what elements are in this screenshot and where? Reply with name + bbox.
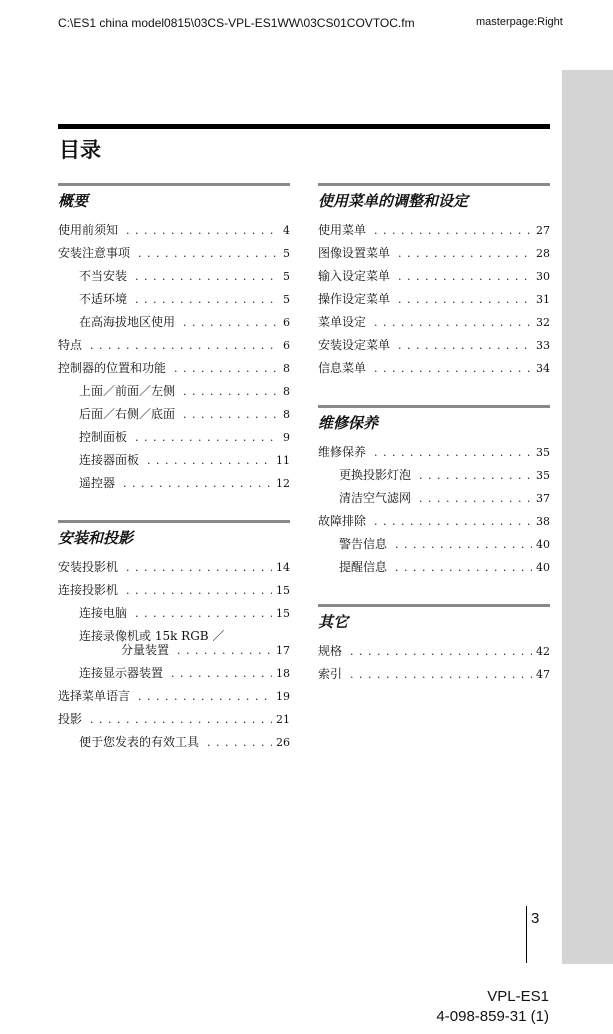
toc-entry-label: 使用菜单 xyxy=(318,223,367,237)
toc-entry-label: 连接录像机或 15k RGB ／ xyxy=(79,629,225,643)
toc-entry-page: 30 xyxy=(536,270,550,283)
dot-leader xyxy=(138,243,279,265)
toc-entry-label: 在高海拔地区使用 xyxy=(79,315,176,329)
toc-entry-label: 操作设定菜单 xyxy=(318,292,391,306)
toc-entry[interactable] xyxy=(58,556,290,579)
toc-entry-page: 42 xyxy=(536,645,550,658)
toc-entry[interactable] xyxy=(58,602,290,625)
dot-leader xyxy=(395,534,532,556)
toc-entry[interactable] xyxy=(318,441,550,464)
dot-leader xyxy=(350,664,532,686)
toc-section xyxy=(318,405,550,579)
dot-leader xyxy=(374,511,532,533)
toc-entry[interactable] xyxy=(58,708,290,731)
toc-entry-label: 规格 xyxy=(318,644,343,658)
page-number: 3 xyxy=(531,910,540,927)
section-title: 安装和投影 xyxy=(58,529,134,547)
dot-leader xyxy=(419,465,532,487)
toc-entry-page: 15 xyxy=(276,584,290,597)
toc-entry[interactable] xyxy=(318,556,550,579)
toc-entry-label: 投影 xyxy=(58,712,83,726)
toc-entry-page: 26 xyxy=(276,736,290,749)
toc-entry-page: 8 xyxy=(283,408,290,421)
toc-entry[interactable] xyxy=(318,311,550,334)
toc-entry[interactable] xyxy=(318,510,550,533)
toc-column-left xyxy=(58,183,290,779)
section-title: 使用菜单的调整和设定 xyxy=(318,192,469,210)
toc-entry-label: 后面／右侧／底面 xyxy=(79,407,176,421)
toc-entry-page: 21 xyxy=(276,713,290,726)
dot-leader xyxy=(374,442,532,464)
dot-leader xyxy=(419,488,532,510)
toc-entry-page: 38 xyxy=(536,515,550,528)
toc-entry[interactable] xyxy=(318,663,550,686)
toc-entry-label: 输入设定菜单 xyxy=(318,269,391,283)
toc-entry[interactable] xyxy=(318,265,550,288)
dot-leader xyxy=(135,427,279,449)
toc-entry-page: 19 xyxy=(276,690,290,703)
toc-entry-label: 维修保养 xyxy=(318,445,367,459)
toc-entry-label: 更换投影灯泡 xyxy=(339,468,412,482)
toc-entry[interactable] xyxy=(58,662,290,685)
toc-entry-page: 32 xyxy=(536,316,550,329)
masterpage-label: masterpage:Right xyxy=(476,16,563,28)
toc-entry-label: 安装投影机 xyxy=(58,560,119,574)
toc-entry-page: 27 xyxy=(536,224,550,237)
toc-entry[interactable] xyxy=(318,357,550,380)
page-number-rule xyxy=(526,906,527,963)
toc-entry-label: 图像设置菜单 xyxy=(318,246,391,260)
dot-leader xyxy=(398,289,532,311)
title-rule xyxy=(58,124,550,129)
toc-entry-label: 连接器面板 xyxy=(79,453,140,467)
toc-entry-label: 信息菜单 xyxy=(318,361,367,375)
footer-part-code: 4-098-859-31 (1) xyxy=(436,1008,549,1025)
section-title: 维修保养 xyxy=(318,414,379,432)
toc-entry-page: 6 xyxy=(283,316,290,329)
toc-entry-label: 安装注意事项 xyxy=(58,246,131,260)
dot-leader xyxy=(398,266,532,288)
section-title: 其它 xyxy=(318,613,349,631)
side-tab xyxy=(562,70,613,964)
toc-entry-label-continued: 分量装置 xyxy=(121,643,170,657)
toc-entry-label: 连接投影机 xyxy=(58,583,119,597)
toc-entry-label: 特点 xyxy=(58,338,83,352)
dot-leader xyxy=(374,220,532,242)
toc-entry-page: 17 xyxy=(276,644,290,657)
toc-entry[interactable] xyxy=(58,472,290,495)
toc-entry-label: 连接显示器装置 xyxy=(79,666,164,680)
toc-entry-label: 遥控器 xyxy=(79,476,116,490)
dot-leader xyxy=(135,603,272,625)
file-path-header: C:\ES1 china model0815\03CS-VPL-ES1WW\03CS01COVTOC.fm xyxy=(58,16,415,30)
toc-entry-page: 40 xyxy=(536,538,550,551)
toc-entry-page: 37 xyxy=(536,492,550,505)
toc-entry[interactable] xyxy=(318,487,550,510)
dot-leader xyxy=(90,335,279,357)
toc-entry[interactable] xyxy=(318,464,550,487)
dot-leader xyxy=(395,557,532,579)
toc-entry[interactable] xyxy=(58,265,290,288)
dot-leader xyxy=(147,450,272,472)
toc-entry-page: 5 xyxy=(283,270,290,283)
toc-entry-label: 提醒信息 xyxy=(339,560,388,574)
dot-leader xyxy=(135,266,279,288)
toc-entry[interactable] xyxy=(58,685,290,708)
toc-entry-page: 5 xyxy=(283,247,290,260)
dot-leader xyxy=(123,473,272,495)
toc-entry-label: 控制面板 xyxy=(79,430,128,444)
toc-entry[interactable] xyxy=(58,288,290,311)
dot-leader xyxy=(183,404,279,426)
dot-leader xyxy=(135,289,279,311)
toc-entry-page: 11 xyxy=(276,454,290,467)
dot-leader xyxy=(207,732,272,754)
toc-entry-label: 安装设定菜单 xyxy=(318,338,391,352)
dot-leader xyxy=(398,335,532,357)
toc-entry-page: 18 xyxy=(276,667,290,680)
dot-leader xyxy=(183,381,279,403)
toc-section xyxy=(58,183,290,495)
toc-entry-label: 警告信息 xyxy=(339,537,388,551)
dot-leader xyxy=(177,644,272,658)
section-title: 概要 xyxy=(58,192,89,210)
dot-leader xyxy=(138,686,272,708)
toc-entry-page: 6 xyxy=(283,339,290,352)
dot-leader xyxy=(126,220,279,242)
toc-entry-page: 34 xyxy=(536,362,550,375)
dot-leader xyxy=(126,557,272,579)
dot-leader xyxy=(374,312,532,334)
toc-section xyxy=(318,604,550,686)
toc-entry[interactable] xyxy=(318,334,550,357)
toc-entry[interactable] xyxy=(58,219,290,242)
toc-entry[interactable] xyxy=(58,426,290,449)
dot-leader xyxy=(174,358,279,380)
toc-entry-label: 不适环境 xyxy=(79,292,128,306)
toc-entry-label: 故障排除 xyxy=(318,514,367,528)
dot-leader xyxy=(183,312,279,334)
toc-entry-label: 索引 xyxy=(318,667,343,681)
toc-entry-page: 35 xyxy=(536,469,550,482)
toc-entry[interactable] xyxy=(318,640,550,663)
toc-entry-page: 28 xyxy=(536,247,550,260)
toc-section xyxy=(58,520,290,754)
dot-leader xyxy=(171,663,272,685)
toc-entry-page: 14 xyxy=(276,561,290,574)
toc-entry-label: 控制器的位置和功能 xyxy=(58,361,167,375)
page-title: 目录 xyxy=(59,138,101,162)
toc-entry-label: 选择菜单语言 xyxy=(58,689,131,703)
toc-entry[interactable] xyxy=(58,311,290,334)
toc-entry-label: 上面／前面／左侧 xyxy=(79,384,176,398)
toc-section xyxy=(318,183,550,380)
toc-entry-label: 连接电脑 xyxy=(79,606,128,620)
toc-entry-page: 33 xyxy=(536,339,550,352)
toc-entry[interactable] xyxy=(318,288,550,311)
toc-entry[interactable] xyxy=(58,380,290,403)
toc-entry-page: 31 xyxy=(536,293,550,306)
toc-entry[interactable] xyxy=(58,449,290,472)
dot-leader xyxy=(398,243,532,265)
toc-entry-page: 5 xyxy=(283,293,290,306)
toc-entry[interactable] xyxy=(58,242,290,265)
toc-entry-page: 8 xyxy=(283,362,290,375)
toc-entry[interactable] xyxy=(318,242,550,265)
toc-column-right xyxy=(318,183,550,711)
toc-entry-page: 40 xyxy=(536,561,550,574)
dot-leader xyxy=(374,358,532,380)
toc-entry-page: 35 xyxy=(536,446,550,459)
dot-leader xyxy=(350,641,532,663)
toc-entry[interactable] xyxy=(58,625,290,662)
toc-entry-page: 12 xyxy=(276,477,290,490)
toc-entry[interactable] xyxy=(58,357,290,380)
toc-entry-label: 菜单设定 xyxy=(318,315,367,329)
toc-entry-page: 8 xyxy=(283,385,290,398)
toc-entry[interactable] xyxy=(58,731,290,754)
toc-entry-label: 不当安装 xyxy=(79,269,128,283)
dot-leader xyxy=(90,709,272,731)
toc-entry-label: 使用前须知 xyxy=(58,223,119,237)
toc-entry[interactable] xyxy=(58,403,290,426)
toc-entry[interactable] xyxy=(58,334,290,357)
toc-entry-page: 4 xyxy=(283,224,290,237)
dot-leader xyxy=(126,580,272,602)
toc-entry-page: 15 xyxy=(276,607,290,620)
toc-entry-label: 便于您发表的有效工具 xyxy=(79,735,200,749)
toc-entry[interactable] xyxy=(318,219,550,242)
toc-entry[interactable] xyxy=(318,533,550,556)
toc-entry-page: 9 xyxy=(283,431,290,444)
toc-entry-page: 47 xyxy=(536,668,550,681)
toc-entry-label: 清洁空气滤网 xyxy=(339,491,412,505)
footer-model: VPL-ES1 xyxy=(487,988,549,1005)
toc-entry[interactable] xyxy=(58,579,290,602)
